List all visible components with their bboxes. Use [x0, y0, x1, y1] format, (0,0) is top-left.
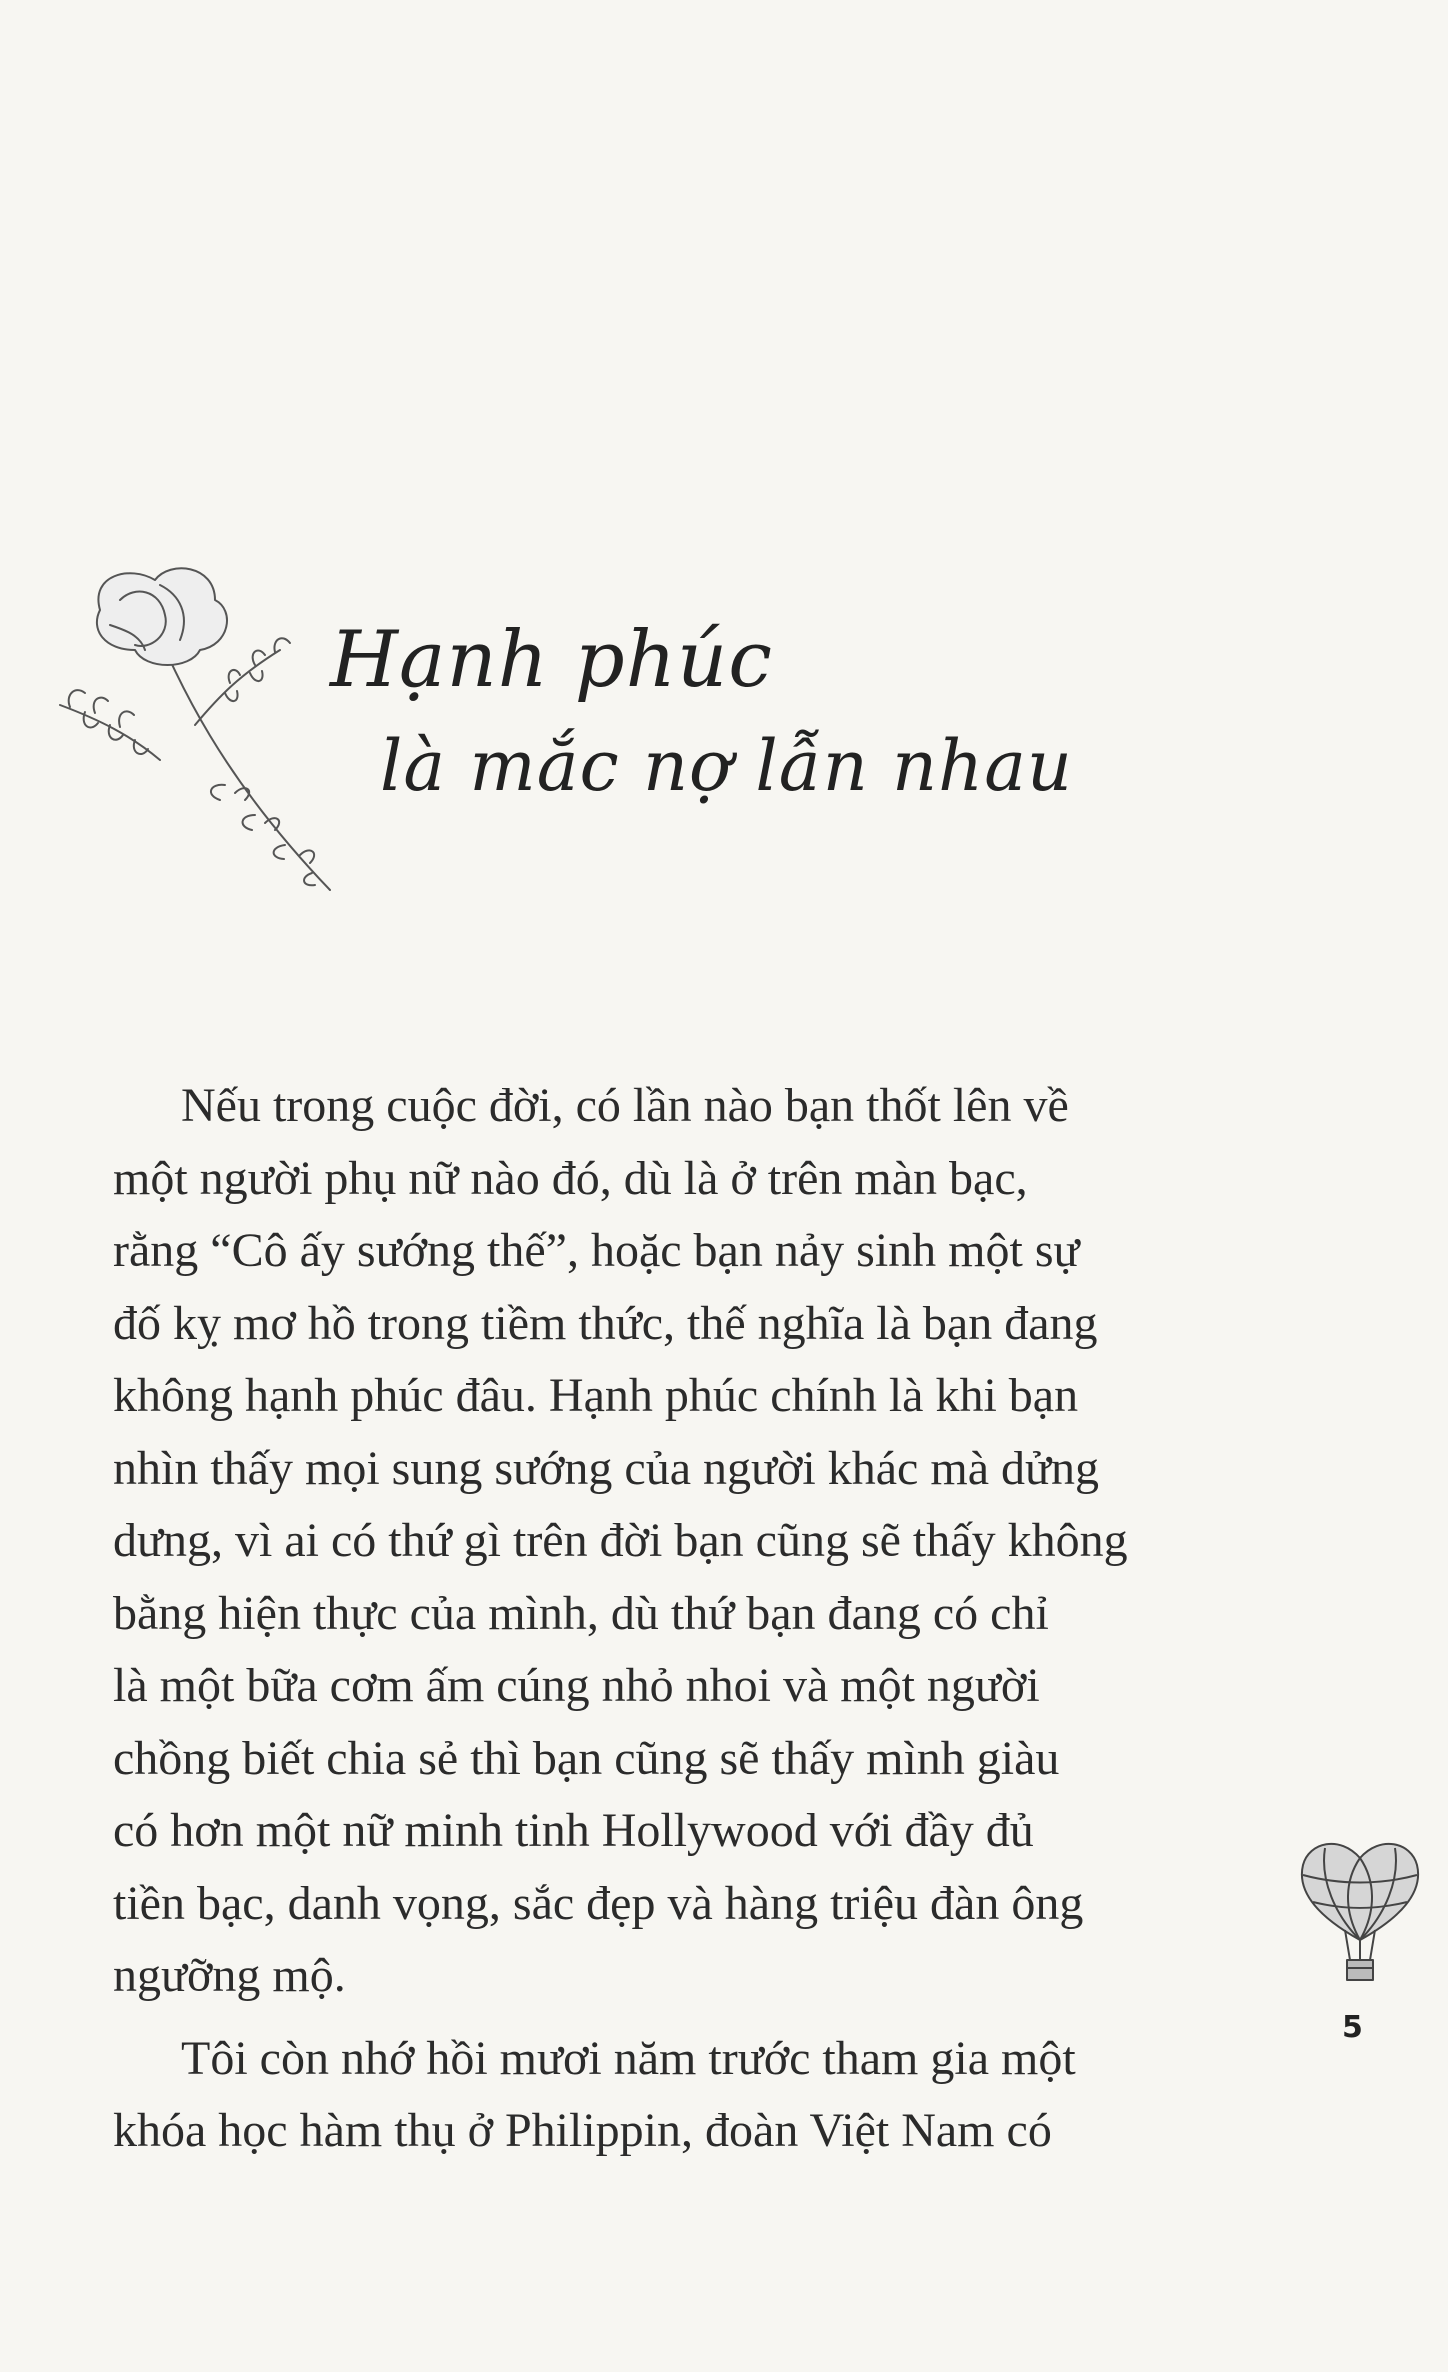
text-line: rằng “Cô ấy sướng thế”, hoặc bạn nảy sinh một sự: [113, 1224, 1080, 1277]
text-line: khóa học hàm thụ ở Philippin, đoàn Việt Nam có: [113, 2104, 1052, 2157]
text-line: có hơn một nữ minh tinh Hollywood với đầy đủ: [113, 1804, 1034, 1857]
text-line: chồng biết chia sẻ thì bạn cũng sẽ thấy mình giàu: [113, 1731, 1060, 1785]
text-line: dưng, vì ai có thứ gì trên đời bạn cũng sẽ thấy không: [113, 1514, 1128, 1567]
hot-air-balloon-icon: [1295, 1830, 1425, 1990]
text-line: Nếu trong cuộc đời, có lần nào bạn thốt lên về: [181, 1079, 1069, 1132]
text-line: một người phụ nữ nào đó, dù là ở trên màn bạc,: [113, 1151, 1028, 1205]
paragraph: [113, 1070, 1213, 2013]
chapter-title-line2: là mắc nợ lẫn nhau: [380, 725, 1074, 807]
text-line: không hạnh phúc đâu. Hạnh phúc chính là khi bạn: [113, 1369, 1079, 1422]
text-line: Tôi còn nhớ hồi mươi năm trước tham gia một: [181, 2031, 1076, 2085]
flower-illustration: [50, 555, 360, 905]
text-line: là một bữa cơm ấm cúng nhỏ nhoi và một người: [113, 1659, 1040, 1712]
chapter-title-line1: Hạnh phúc: [330, 615, 773, 705]
text-line: nhìn thấy mọi sung sướng của người khác mà dửng: [113, 1441, 1100, 1495]
text-line: tiền bạc, danh vọng, sắc đẹp và hàng triệu đàn ông: [113, 1876, 1084, 1930]
text-line: bằng hiện thực của mình, dù thứ bạn đang có chỉ: [113, 1586, 1049, 1640]
text-line: đố kỵ mơ hồ trong tiềm thức, thế nghĩa là bạn đang: [113, 1296, 1098, 1350]
paragraph: [113, 2023, 1213, 2168]
text-line: ngưỡng mộ.: [113, 1949, 346, 2002]
body-text: [113, 1070, 1213, 2168]
page-number: 5: [1342, 2010, 1363, 2045]
